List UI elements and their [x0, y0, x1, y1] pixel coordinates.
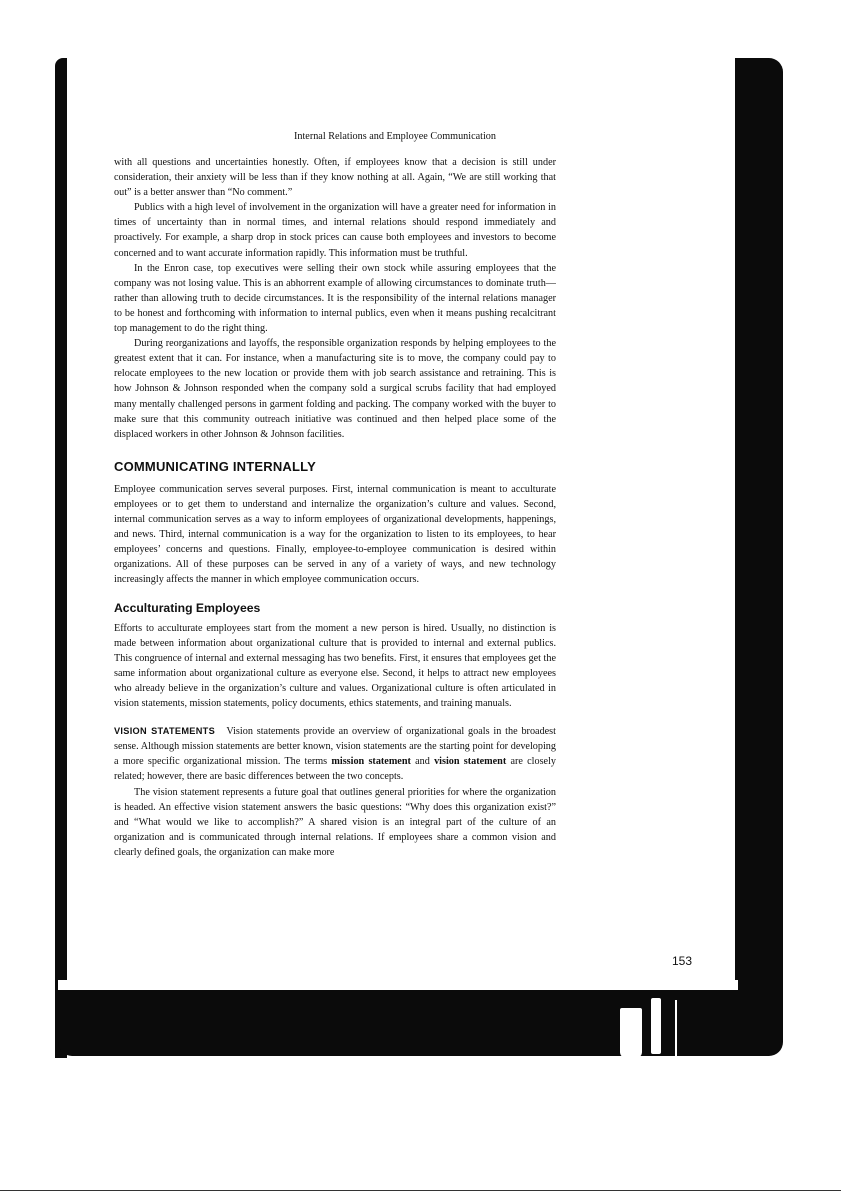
- paragraph-section: Employee communication serves several purposes. First, internal communication is meant to acculturate employees or to get them to understand and internalize the organization’s culture and values. Second, internal communication serves as a way to inform employees of organizational developments, happenings, and news. Third, internal communication is a way for the organization to listen to its employees, to hear employees’ concerns and questions. Finally, employee-to-employee communication is desired within organizations. All of these purposes can be served in any of a variety of ways, and new technology increasingly affects the manner in which employee communication occurs.: [114, 483, 556, 586]
- scan-border-left: [55, 58, 67, 1058]
- subsection-heading: Acculturating Employees: [114, 600, 261, 615]
- paragraph-opening-2: Publics with a high level of involvement in the organization will have a greater need for information in times of uncertainty than in normal times, and internal relations should respond immediately and proactively. For example, a sharp drop in stock prices can cause both employees and investors to become concerned and to want accurate information rapidly. This information must be truthful.: [114, 202, 556, 259]
- paragraph-vision-1: [114, 724, 556, 784]
- scan-notch-secondary: [651, 998, 661, 1054]
- key-term-vision: vision statement: [434, 756, 507, 768]
- paragraph-opening-3: In the Enron case, top executives were selling their own stock while assuring employees that the company was not losing value. This is an abhorrent example of allowing circumstances to dominate truth—rather than allowing truth to decide circumstances. It is the responsibility of the internal relations manager to be honest and forthcoming with information to internal publics, even when it means pushing recalcitrant top management to do the right thing.: [114, 262, 556, 335]
- page-body: [114, 155, 556, 860]
- paragraph-opening-1: with all questions and uncertainties honestly. Often, if employees know that a decision is still under consideration, their anxiety will be less than if they know nothing at all. Again, “We are still working that out” is a better answer than “No comment.”: [114, 157, 556, 199]
- scan-notch: [620, 1008, 642, 1058]
- page-number: 153: [672, 954, 693, 968]
- paragraph-subsection: Efforts to acculturate employees start from the moment a new person is hired. Usually, no distinction is made between information about organizational culture that is provided to internal and external publics. This congruence of internal and external messaging has two benefits. First, it ensures that employees get the same information about organizational culture as everyone else. Second, it helps to attract new employees who already believe in the organization’s culture and values. Organizational culture is often articulated in vision statements, mission statements, policy documents, ethics statements, and training manuals.: [114, 622, 556, 710]
- scan-line: [675, 1000, 677, 1056]
- vision-text-a: Vision statements provide an overview of organizational goals in the broadest sense. Although mission statements are better known, vision statements are the starting point for developing a more specific organizational mission. The terms: [114, 726, 556, 768]
- running-head: Internal Relations and Employee Communication: [293, 131, 496, 142]
- runin-heading: VISION STATEMENTS: [114, 726, 215, 737]
- vision-text-b: and: [410, 756, 435, 768]
- page-edge: [58, 980, 738, 990]
- scan-border-right: [735, 58, 783, 995]
- paragraph-vision-2: The vision statement represents a future goal that outlines general priorities for where the organization is headed. An effective vision statement answers the basic questions: “Why does this organization exist?” and “What would we like to accomplish?” A shared vision is an integral part of the culture of an organization and is communicated through internal relations. If employees share a common vision and clearly defined goals, the organization can make more: [114, 786, 556, 858]
- vision-text-c: are closely related; however, there are basic differences between the two concepts.: [114, 756, 556, 783]
- section-heading: COMMUNICATING INTERNALLY: [114, 458, 316, 474]
- key-term-mission: mission statement: [331, 756, 411, 768]
- paragraph-opening-4: During reorganizations and layoffs, the responsible organization responds by helping employees to the greatest extent that it can. For instance, when a manufacturing site is to move, the company could pay to relocate employees to the new location or provide them with job search assistance and retraining. This is how Johnson & Johnson responded when the company sold a surgical scrubs facility that had employed many mentally challenged persons in garment folding and packing. The company worked with the buyer to make sure that this community outreach initiative was continued and then helped place some of the displaced workers in other Johnson & Johnson facilities.: [114, 338, 556, 440]
